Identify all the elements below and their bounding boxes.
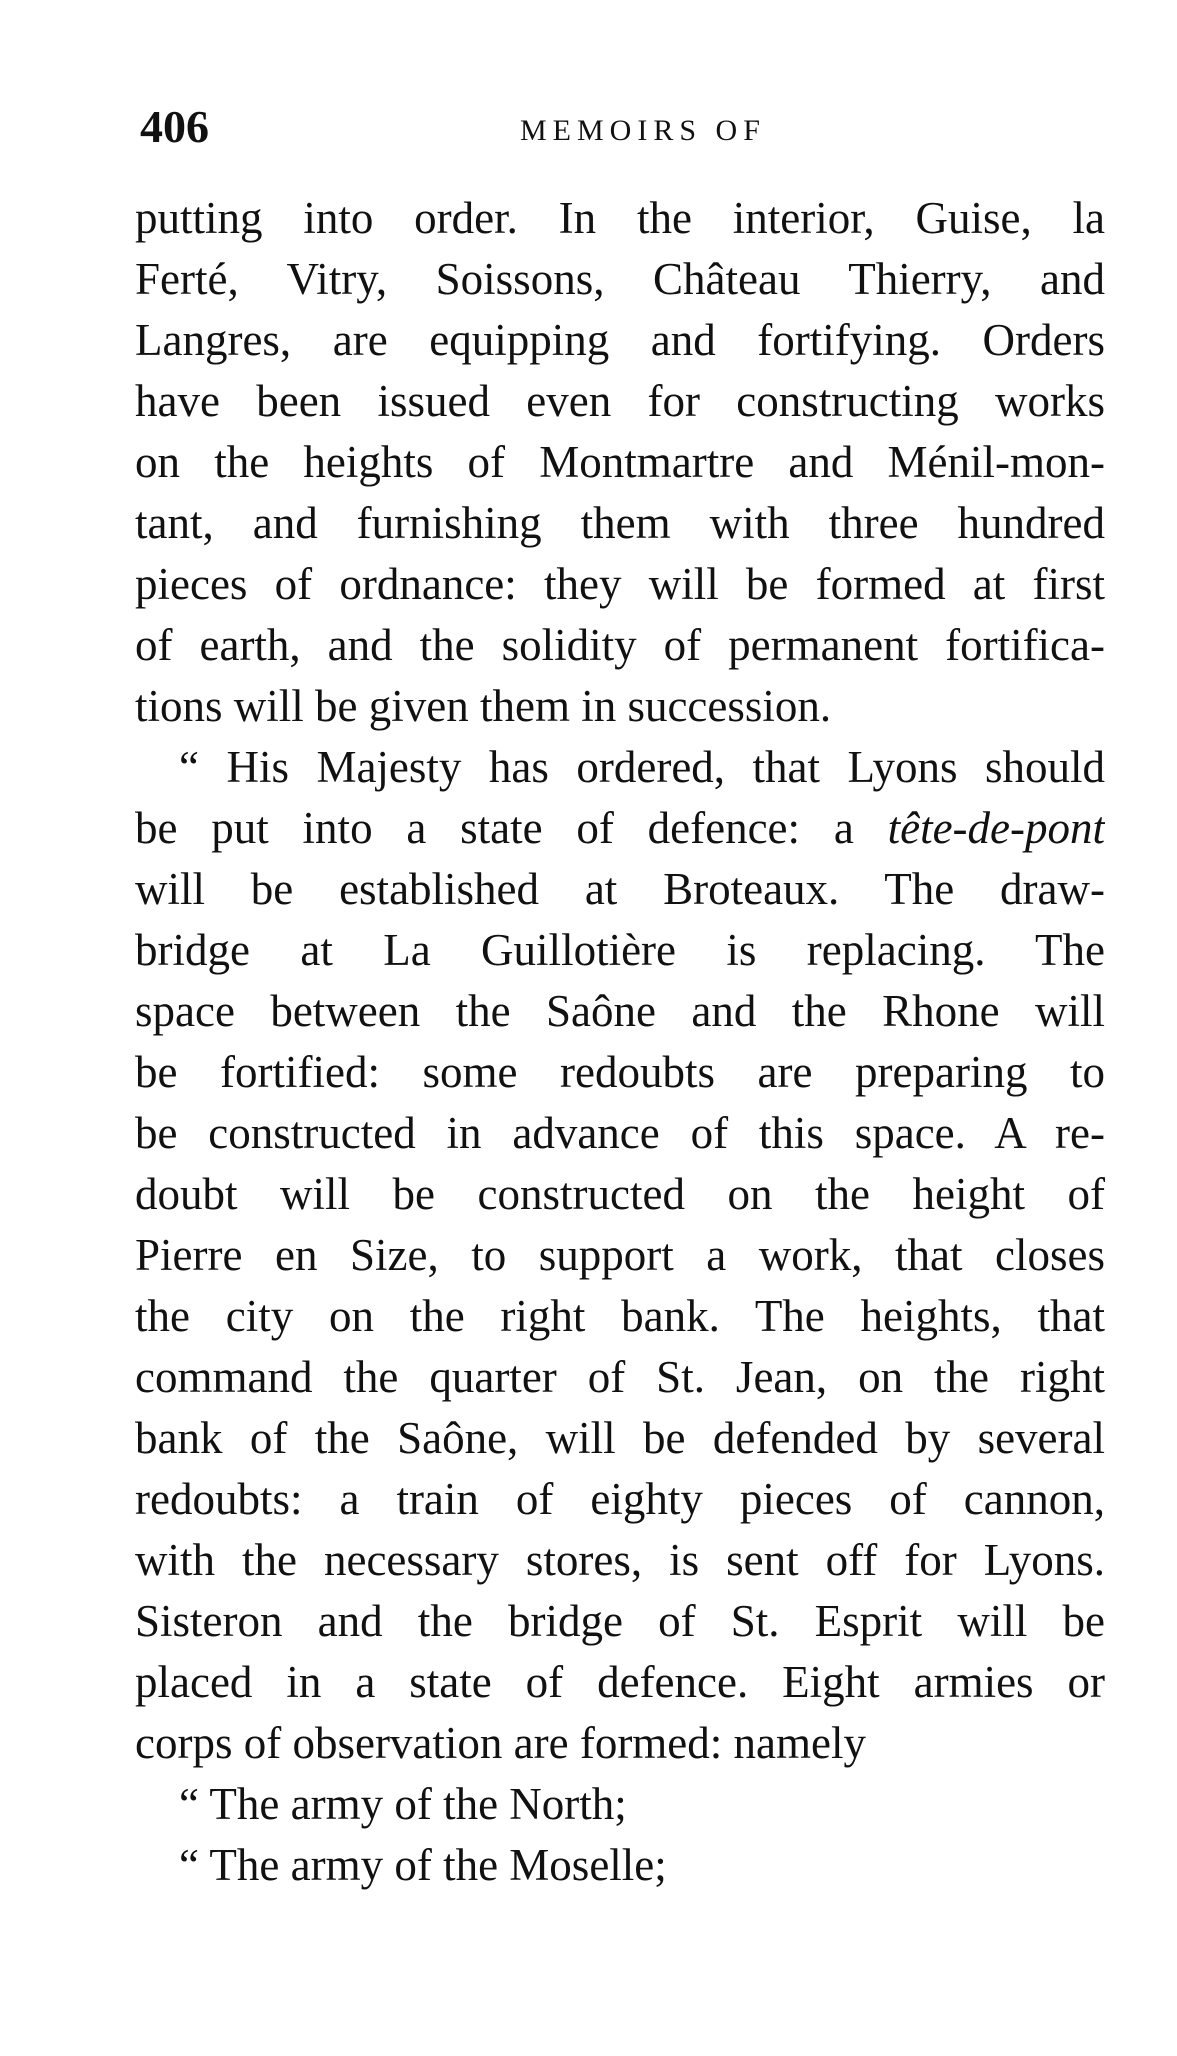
text-line: bridge at La Guillotière is replacing. The <box>135 925 1105 975</box>
text-line: will be established at Broteaux. The draw- <box>135 864 1105 914</box>
text-line: be fortified: some redoubts are preparing to <box>135 1047 1105 1097</box>
text-line: corps of observation are formed: namely <box>135 1718 866 1768</box>
text-line: redoubts: a train of eighty pieces of cannon, <box>135 1474 1105 1524</box>
page-number: 406 <box>140 101 209 152</box>
italic-term: tête-de-pont <box>887 803 1105 853</box>
text-line: have been issued even for constructing works <box>135 376 1105 426</box>
running-title: MEMOIRS OF <box>520 114 766 147</box>
text-line: Langres, are equipping and fortifying. Orders <box>135 315 1105 365</box>
text-line: command the quarter of St. Jean, on the right <box>135 1352 1105 1402</box>
text-line: with the necessary stores, is sent off for Lyons. <box>135 1535 1105 1585</box>
text-line: “ The army of the North; <box>179 1779 627 1829</box>
body-text <box>135 188 1105 1896</box>
text-line: pieces of ordnance: they will be formed at first <box>135 559 1105 609</box>
text-line: be constructed in advance of this space. A re- <box>135 1108 1105 1158</box>
text-line: “ His Majesty has ordered, that Lyons should <box>179 742 1105 792</box>
text-line: of earth, and the solidity of permanent fortifica- <box>135 620 1105 670</box>
text-segment: be put into a state of defence: a <box>135 803 888 853</box>
text-line: Ferté, Vitry, Soissons, Château Thierry, and <box>135 254 1105 304</box>
text-line: Sisteron and the bridge of St. Esprit will be <box>135 1596 1105 1646</box>
text-line: tant, and furnishing them with three hundred <box>135 498 1105 548</box>
text-line: putting into order. In the interior, Guise, la <box>135 193 1105 243</box>
text-line: bank of the Saône, will be defended by several <box>135 1413 1105 1463</box>
text-line: Pierre en Size, to support a work, that closes <box>135 1230 1105 1280</box>
text-line: the city on the right bank. The heights, that <box>135 1291 1105 1341</box>
text-line: “ The army of the Moselle; <box>179 1840 667 1890</box>
text-line: on the heights of Montmartre and Ménil-mon- <box>135 437 1105 487</box>
text-line: tions will be given them in succession. <box>135 681 832 731</box>
text-line: placed in a state of defence. Eight armies or <box>135 1657 1105 1707</box>
text-line: space between the Saône and the Rhone will <box>135 986 1105 1036</box>
text-line: doubt will be constructed on the height of <box>135 1169 1105 1219</box>
page-header <box>140 100 1105 160</box>
text-line <box>135 798 1105 859</box>
